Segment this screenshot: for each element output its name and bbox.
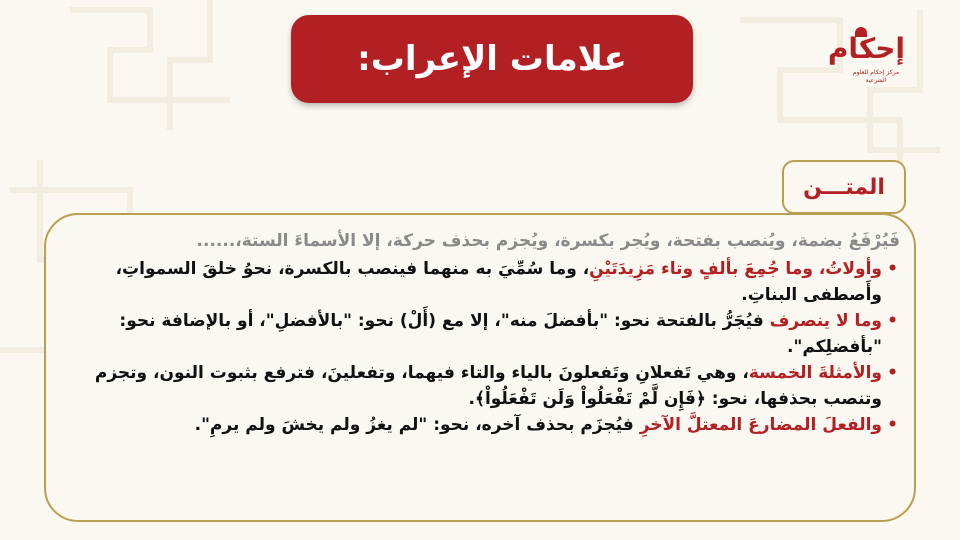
point-text: فيُجَرُّ بالفتحة نحو: "بأفضلَ منه"، إلا مع (أَلْ) نحو: "بالأفضلِ"، أو بالإضافة نحو: "بأفضلِكم". (119, 311, 882, 357)
bullet-icon: • (887, 415, 898, 435)
intro-text: فَيُرْفَعُ بضمة، ويُنصب بفتحة، ويُجر بكسرة، ويُجزم بحذف حركة، إلا الأسماءَ الستة،...... (196, 231, 900, 251)
section-label: المتـــن (782, 160, 906, 214)
bullet-icon: • (887, 259, 898, 279)
point-highlight: والأمثلةَ الخمسة (748, 363, 882, 383)
logo-wordmark: إحكام (827, 32, 905, 65)
point-highlight: وأولاتُ، وما جُمِعَ بألفٍ وتاء مَزِيدَتَيْنِ (589, 259, 882, 279)
point-text: ، وما سُمِّيَ به منهما فينصب بالكسرة، نحوُ خلقَ السمواتِ، وأَصطفى البناتِ. (115, 259, 882, 305)
list-item (60, 360, 900, 412)
bullet-icon: • (887, 311, 898, 331)
logo-subtitle: مركز إحكام للعلوم الشرعية (852, 69, 900, 84)
content-text (60, 228, 900, 438)
bullet-icon: • (887, 363, 898, 383)
point-highlight: وما لا ينصرف (769, 311, 882, 331)
logo (827, 27, 905, 97)
list-item (60, 256, 900, 308)
background-pattern-top-left (60, 0, 260, 140)
point-text: ، وهي تَفعلانِ وتَفعلونَ بالياء والتاء فيهما، وتفعلينَ، فترفع بثبوت النون، وتجزم وتنصب بحذفها، نحو: ﴿فَإِن لَّمْ تَفْعَلُواْ وَلَن تَفْعَلُواْ﴾. (94, 363, 882, 409)
points-list (60, 256, 900, 438)
point-text: فيُجزَم بحذف آخره، نحو: "لم يغزُ ولم يخشَ ولم يرمِ". (194, 415, 640, 435)
list-item (60, 308, 900, 360)
list-item (60, 412, 900, 438)
point-highlight: والفعلَ المضارعَ المعتلَّ الآخرِ (639, 415, 882, 435)
page-title: علامات الإعراب: (357, 39, 627, 79)
title-banner (291, 15, 693, 103)
